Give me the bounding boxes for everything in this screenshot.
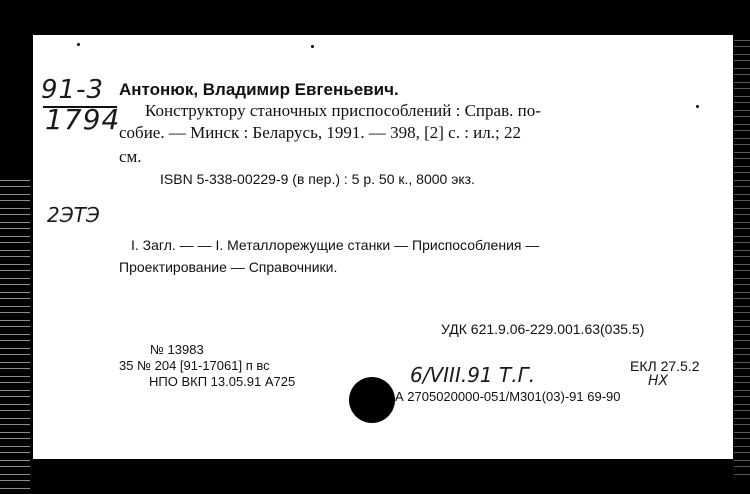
speck bbox=[696, 105, 699, 108]
npo-line: НПО ВКП 13.05.91 А725 bbox=[149, 374, 296, 389]
tracing-line-1: I. Загл. — — I. Металлорежущие станки — Приспособления — bbox=[131, 237, 540, 253]
shelf-mark-bottom: 1794 bbox=[45, 103, 121, 136]
tracing-line-2: Проектирование — Справочники. bbox=[119, 259, 338, 275]
ekl-classification: ЕКЛ 27.5.2 bbox=[630, 358, 700, 374]
speck bbox=[311, 45, 314, 48]
title-line-1: Конструктору станочных приспособлений : Справ. по- bbox=[145, 101, 541, 120]
scan-edge-noise-left bbox=[0, 180, 30, 494]
catalog-card bbox=[33, 35, 733, 459]
udk-classification: УДК 621.9.06-229.001.63(035.5) bbox=[441, 321, 645, 337]
handwritten-note: 2ЭТЭ bbox=[47, 203, 100, 227]
catalog-code-line: А 2705020000-051/М301(03)-91 69-90 bbox=[395, 389, 621, 404]
record-line: 35 № 204 [91-17061] п вс bbox=[119, 358, 270, 373]
title-line-2: собие. — Минск : Беларусь, 1991. — 398, [2] с. : ил.; 22 bbox=[119, 123, 521, 142]
card-number: № 13983 bbox=[150, 342, 204, 357]
punch-hole bbox=[349, 377, 395, 423]
scan-edge-noise-right bbox=[734, 40, 750, 480]
handwritten-signature: 6/VIII.91 Т.Г. bbox=[410, 363, 536, 387]
title-line-3: см. bbox=[119, 147, 142, 166]
author-heading: Антонюк, Владимир Евгеньевич. bbox=[119, 80, 399, 99]
speck bbox=[77, 43, 80, 46]
handwritten-initials: НХ bbox=[648, 373, 669, 389]
isbn-line: ISBN 5-338-00229-9 (в пер.) : 5 р. 50 к., 8000 экз. bbox=[160, 171, 475, 187]
shelf-mark-top: 91-3 bbox=[41, 75, 105, 105]
